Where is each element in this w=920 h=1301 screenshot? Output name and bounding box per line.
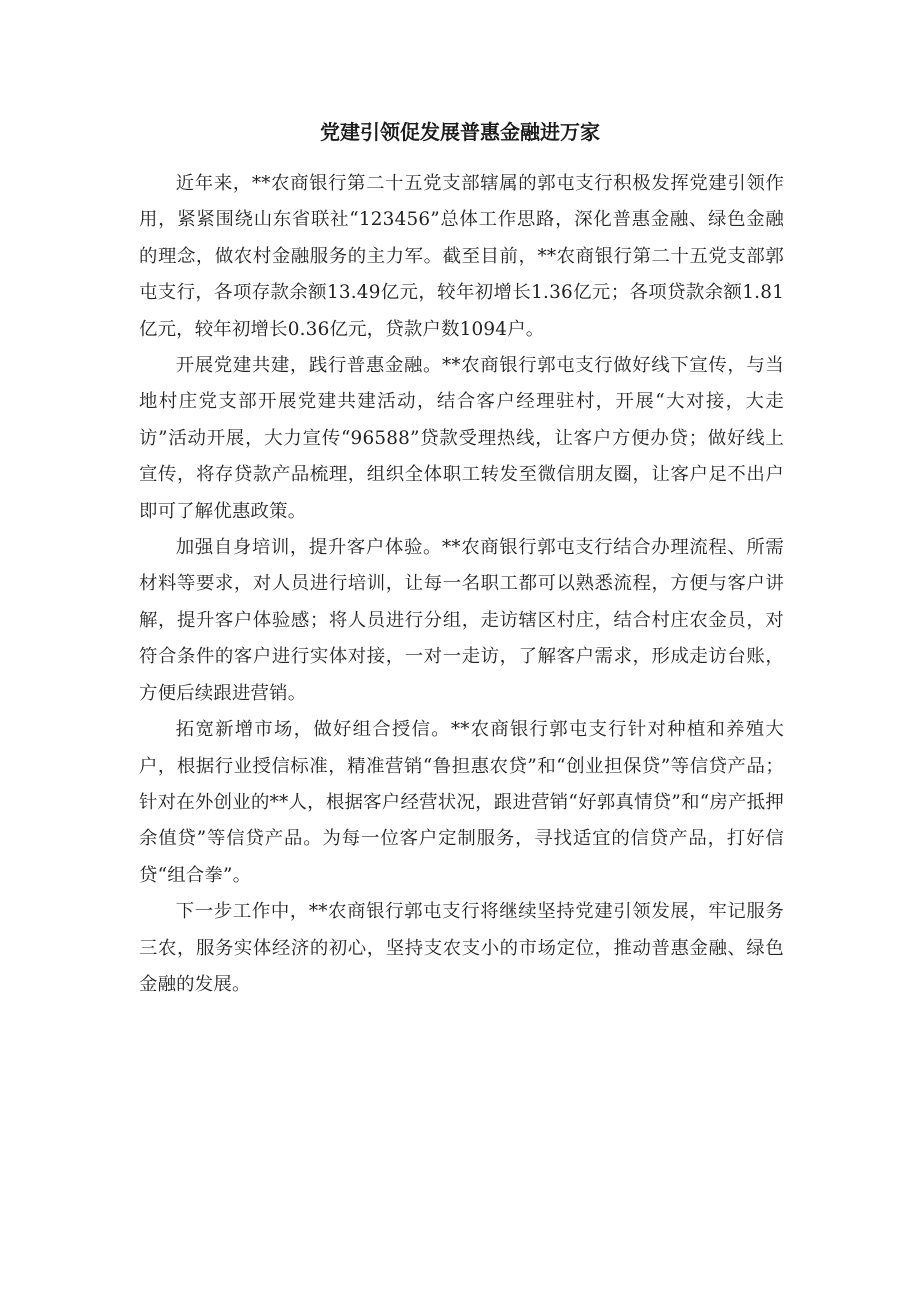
- paragraph-next-steps: 下一步工作中，**农商银行郭屯支行将继续坚持党建引领发展，牢记服务三农，服务实体经济的初心，坚持支农支小的市场定位，推动普惠金融、绿色金融的发展。: [139, 901, 784, 995]
- document-title: 党建引领促发展普惠金融进万家: [320, 120, 600, 144]
- paragraph-intro: 近年来，**农商银行第二十五党支部辖属的郭屯支行积极发挥党建引领作用，紧紧围绕山东省联社“123456”总体工作思路，深化普惠金融、绿色金融的理念，做农村金融服务的主力军。截至目前，**农商银行第二十五党支部郭屯支行，各项存款余额13.49亿元，较年初增长1.36亿元；各项贷款余额1.81亿元，较年初增长0.36亿元，贷款户数1094户。: [139, 173, 784, 340]
- paragraph-training: 加强自身培训，提升客户体验。**农商银行郭屯支行结合办理流程、所需材料等要求，对人员进行培训，让每一名职工都可以熟悉流程，方便与客户讲解，提升客户体验感；将人员进行分组，走访辖区村庄，结合村庄农金员，对符合条件的客户进行实体对接，一对一走访，了解客户需求，形成走访台账，方便后续跟进营销。: [139, 537, 784, 704]
- document-body: [139, 166, 784, 1003]
- paragraph-party-building: 开展党建共建，践行普惠金融。**农商银行郭屯支行做好线下宣传，与当地村庄党支部开展党建共建活动，结合客户经理驻村，开展“大对接，大走访”活动开展，大力宣传“96588”贷款受理热线，让客户方便办贷；做好线上宣传，将存贷款产品梳理，组织全体职工转发至微信朋友圈，让客户足不出户即可了解优惠政策。: [139, 355, 784, 522]
- paragraph-market-expansion: 拓宽新增市场，做好组合授信。**农商银行郭屯支行针对种植和养殖大户，根据行业授信标准，精准营销“鲁担惠农贷”和“创业担保贷”等信贷产品；针对在外创业的**人，根据客户经营状况，跟进营销“好郭真情贷”和“房产抵押余值贷”等信贷产品。为每一位客户定制服务，寻找适宜的信贷产品，打好信贷“组合拳”。: [139, 719, 784, 886]
